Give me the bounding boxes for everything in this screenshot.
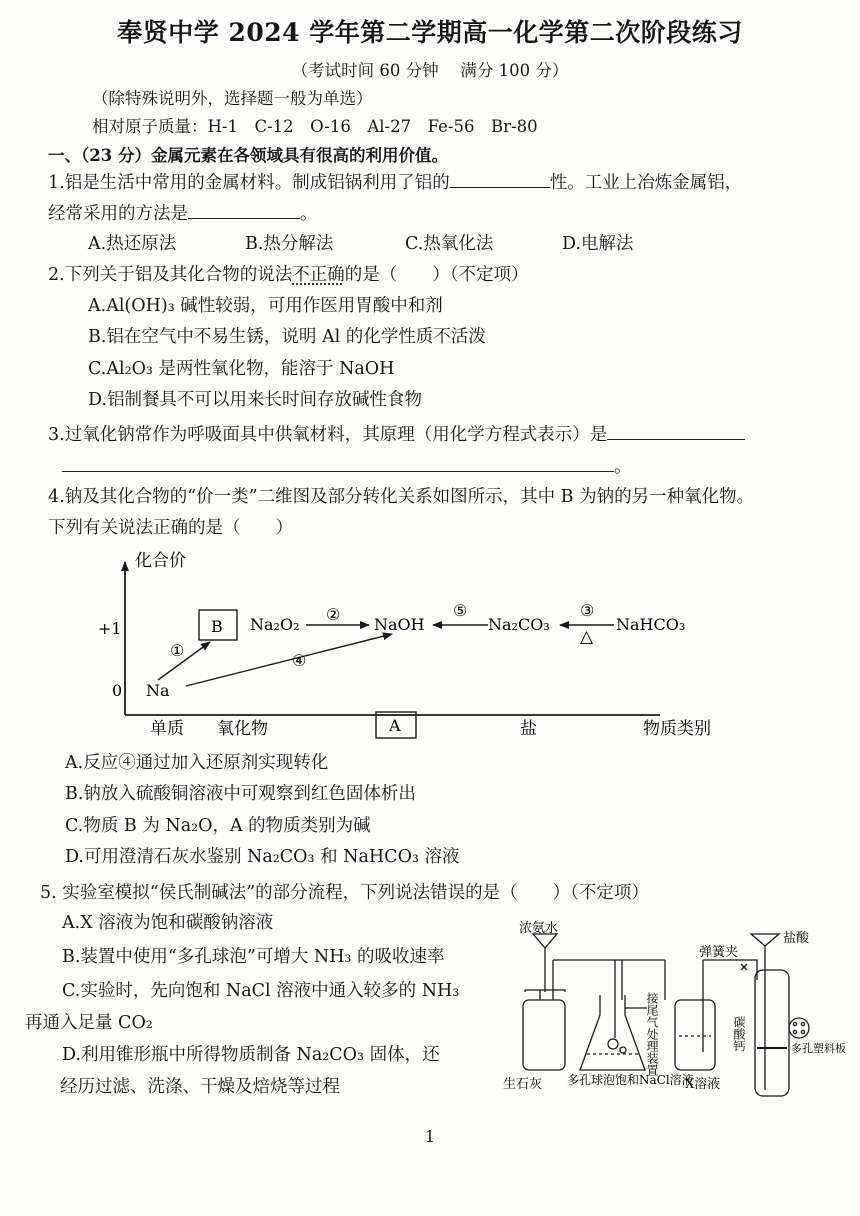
q1-option-c[interactable]: C.热氧化法	[405, 234, 494, 254]
q3-line2	[62, 455, 632, 478]
label-hcl: 盐酸	[783, 931, 810, 946]
q1-blank-2[interactable]	[188, 202, 300, 219]
label-porous-bubbler: 多孔球泡	[567, 1073, 616, 1087]
q2-option-c[interactable]: C.Al₂O₃ 是两性氧化物，能溶于 NaOH	[88, 359, 395, 379]
reaction-label-5: ⑤	[453, 601, 468, 620]
substance-b: B	[211, 617, 223, 636]
q5-option-d-line2: 经历过滤、洗涤、干燥及焙烧等过程	[60, 1077, 340, 1097]
atomic-masses: 相对原子质量：H-1 C-12 O-16 Al-27 Fe-56 Br-80	[92, 117, 538, 136]
q2-option-a[interactable]: A.Al(OH)₃ 碱性较弱，可用作医用胃酸中和剂	[88, 296, 443, 316]
q2-stem-b: 的是（ ）（不定项）	[344, 265, 529, 285]
reaction-label-3: ③	[580, 601, 595, 620]
x-cat-element: 单质	[150, 719, 184, 739]
instruction-note: （除特殊说明外，选择题一般为单选）	[92, 89, 373, 108]
q5-stem: 5. 实验室模拟“侯氏制碱法”的部分流程，下列说法错误的是（ ）（不定项）	[40, 883, 649, 903]
erlenmeyer-flask-icon	[580, 995, 645, 1070]
label-quicklime: 生石灰	[503, 1077, 543, 1092]
x-cat-oxide: 氧化物	[217, 719, 268, 739]
page-number: 1	[424, 1127, 436, 1146]
q1-line1	[48, 171, 742, 194]
q1-option-b[interactable]: B.热分解法	[245, 234, 334, 254]
valence-class-diagram	[60, 540, 760, 750]
q3-blank-1[interactable]	[607, 423, 745, 440]
q5-option-d-line1[interactable]: D.利用锥形瓶中所得物质制备 Na₂CO₃ 固体，还	[62, 1045, 440, 1065]
q1-blank-1[interactable]	[450, 171, 550, 188]
reaction-tube-icon	[755, 970, 789, 1096]
funnel-hcl-icon	[751, 934, 779, 946]
label-calcium-carbonate: 碳酸钙	[732, 1016, 746, 1052]
q4-option-c[interactable]: C.物质 B 为 Na₂O，A 的物质类别为碱	[65, 816, 371, 836]
y-tick-plus1: +1	[98, 619, 122, 638]
q1-text-d: 。	[300, 204, 318, 224]
label-conc-ammonia: 浓氨水	[519, 921, 559, 936]
q2-stem-emphasis: 不正确	[292, 265, 345, 285]
q1-option-d[interactable]: D.电解法	[562, 234, 634, 254]
funnel-ammonia-icon	[533, 934, 557, 948]
q2-option-b[interactable]: B.铝在空气中不易生锈，说明 Al 的化学性质不活泼	[88, 327, 486, 347]
q5-option-c-line2: 再通入足量 CO₂	[25, 1013, 153, 1033]
q3-text: 3.过氧化钠常作为呼吸面具中供氧材料，其原理（用化学方程式表示）是	[48, 425, 608, 445]
x-axis-label: 物质类别	[643, 719, 711, 739]
q5-option-c-line1[interactable]: C.实验时，先向饱和 NaCl 溶液中通入较多的 NH₃	[62, 981, 460, 1001]
reaction-label-1: ①	[170, 641, 185, 660]
substance-na2o2: Na₂O₂	[250, 615, 300, 634]
q4-stem-line2: 下列有关说法正确的是（ ）	[48, 518, 293, 538]
q3-stem	[48, 423, 745, 446]
spring-clip-icon	[741, 964, 747, 970]
label-sat-nacl: 饱和NaCl溶液	[615, 1073, 694, 1087]
bottle-x-solution-icon	[675, 1000, 715, 1070]
q5-option-b[interactable]: B.装置中使用“多孔球泡”可增大 NH₃ 的吸收速率	[62, 947, 445, 967]
substance-nahco3: NaHCO₃	[616, 615, 686, 634]
label-spring-clip: 弹簧夹	[699, 945, 739, 960]
substance-naoh: NaOH	[374, 615, 425, 634]
label-x-solution: X溶液	[685, 1077, 721, 1092]
porous-plate-icon	[789, 1018, 809, 1038]
q2-option-d[interactable]: D.铝制餐具不可以用来长时间存放碱性食物	[88, 390, 422, 410]
q1-text-c: 经常采用的方法是	[48, 204, 188, 224]
arrow-4	[186, 634, 392, 686]
y-axis-label: 化合价	[135, 551, 186, 571]
q5-option-a[interactable]: A.X 溶液为饱和碳酸钠溶液	[62, 913, 274, 933]
q1-text-a: 1.铝是生活中常用的金属材料。制成铝锅利用了铝的	[48, 173, 450, 193]
section-heading: 一、（23 分）金属元素在各领域具有很高的利用价值。	[48, 146, 448, 165]
q2-stem	[48, 264, 528, 286]
q1-line2	[48, 202, 318, 225]
label-porous-plate: 多孔塑料板	[791, 1042, 846, 1055]
q3-blank-2[interactable]	[62, 455, 614, 472]
apparatus-diagram	[495, 920, 846, 1120]
q3-end: 。	[614, 457, 632, 477]
reaction-label-4: ④	[292, 651, 307, 670]
y-tick-zero: 0	[112, 681, 123, 700]
q1-option-a[interactable]: A.热还原法	[88, 234, 177, 254]
flask-quicklime-icon	[523, 1000, 565, 1070]
substance-na2co3: Na₂CO₃	[488, 615, 550, 634]
q2-stem-a: 2.下列关于铝及其化合物的说法	[48, 265, 293, 285]
q4-option-b[interactable]: B.钠放入硫酸铜溶液中可观察到红色固体析出	[65, 784, 416, 804]
q4-option-a[interactable]: A.反应④通过加入还原剂实现转化	[65, 753, 329, 773]
substance-na: Na	[146, 681, 170, 700]
q4-stem-line1: 4.钠及其化合物的“价一类”二维图及部分转化关系如图所示，其中 B 为钠的另一种氧化物。	[48, 487, 755, 507]
reaction-label-2: ②	[326, 605, 341, 624]
page-title: 奉贤中学 2024 学年第二学期高一化学第二次阶段练习	[117, 18, 743, 47]
label-tail-gas: 接尾气处理装置	[645, 992, 659, 1076]
q1-text-b: 性。工业上冶炼金属铝，	[549, 173, 743, 193]
heat-condition-icon: △	[580, 627, 594, 647]
x-cat-a: A	[389, 716, 401, 735]
x-cat-salt: 盐	[520, 719, 537, 739]
exam-info: （考试时间 60 分钟 满分 100 分）	[291, 61, 569, 80]
q4-option-d[interactable]: D.可用澄清石灰水鉴别 Na₂CO₃ 和 NaHCO₃ 溶液	[65, 847, 460, 867]
